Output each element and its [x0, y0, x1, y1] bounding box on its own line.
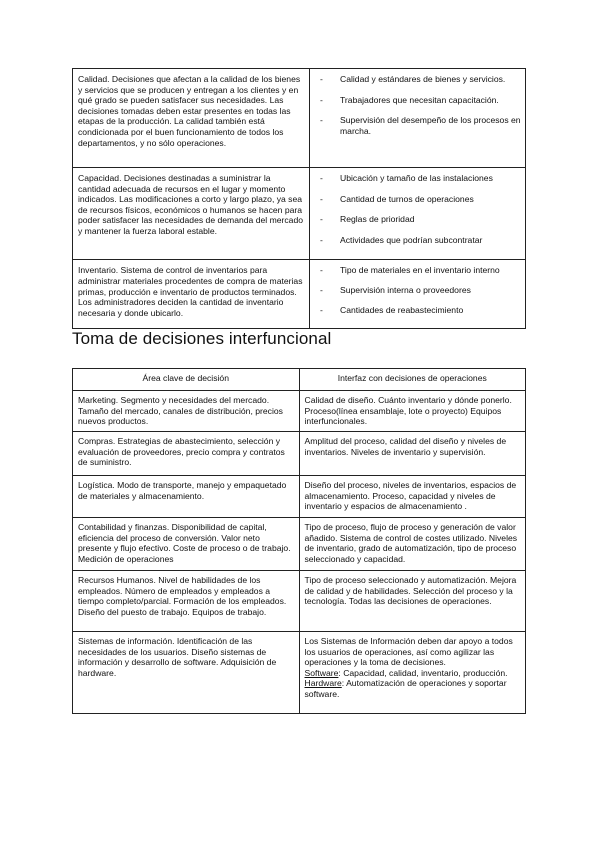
area-cell: Sistemas de información. Identificación de las necesidades de los usuarios. Diseño sistemas de información y desarrollo de software. Adquisición de hardware.: [73, 632, 300, 714]
software-label: Software: [304, 667, 339, 678]
table-row: [73, 260, 526, 329]
interface-cell: Tipo de proceso, flujo de proceso y generación de valor añadido. Sistema de control de costes utilizado. Niveles de inventario, grado de automatización, tipo de proceso seleccionado y capacidad.: [299, 518, 526, 571]
list-item: - Cantidades de reabastecimiento: [318, 305, 521, 316]
area-cell: Contabilidad y finanzas. Disponibilidad de capital, eficiencia del proceso de conversión. Valor neto presente y flujo efectivo. Coste de proceso o de trabajo. Medición de operaciones: [73, 518, 300, 571]
list-item: - Ubicación y tamaño de las instalaciones: [318, 173, 521, 184]
table-header-row: [73, 369, 526, 391]
table-row: [73, 518, 526, 571]
table-row: [73, 571, 526, 632]
interface-cell: Amplitud del proceso, calidad del diseño y niveles de inventarios. Niveles de inventario y supervisión.: [299, 432, 526, 476]
list-item: - Tipo de materiales en el inventario interno: [318, 265, 521, 276]
column-header-interface: Interfaz con decisiones de operaciones: [299, 369, 526, 391]
list-item: - Calidad y estándares de bienes y servicios.: [318, 74, 521, 85]
list-item: - Cantidad de turnos de operaciones: [318, 194, 521, 205]
software-text: : Capacidad, calidad, inventario, producción.: [338, 667, 508, 678]
section-title: Toma de decisiones interfuncional: [72, 329, 332, 348]
area-cell: Marketing. Segmento y necesidades del mercado. Tamaño del mercado, canales de distribución, precios nuevos productos.: [73, 391, 300, 432]
table-row: [73, 168, 526, 260]
list-item: - Trabajadores que necesitan capacitación.: [318, 95, 521, 106]
list-item: - Actividades que podrían subcontratar: [318, 235, 521, 246]
interface-cell: Diseño del proceso, niveles de inventarios, espacios de almacenamiento. Proceso, capacidad y niveles de inventario y espacios de almacenamiento .: [299, 476, 526, 518]
interface-cell: Tipo de proceso seleccionado y automatización. Mejora de calidad y de habilidades. Selección del proceso y la tecnología. Todas las decisiones de operaciones.: [299, 571, 526, 632]
hardware-label: Hardware: [304, 678, 342, 689]
list-item: - Supervisión del desempeño de los procesos en marcha.: [318, 115, 521, 136]
decision-items: [310, 168, 526, 260]
decisions-table: [72, 68, 526, 329]
table-row: [73, 432, 526, 476]
decision-description: Capacidad. Decisiones destinadas a suministrar la cantidad adecuada de recursos en el lugar y momento indicados. Las modificaciones a corto y largo plazo, ya sea de recursos físicos, económicos o humanos se hacen para poder satisfacer las necesidades de demanda del mercado y mantener la fuerza laboral estable.: [73, 168, 310, 260]
area-cell: Compras. Estrategias de abastecimiento, selección y evaluación de proveedores, precio compra y contratos de suministro.: [73, 432, 300, 476]
interfunctional-table: [72, 368, 526, 714]
table-row: [73, 476, 526, 518]
list-item: - Reglas de prioridad: [318, 214, 521, 225]
decision-items: [310, 69, 526, 168]
decision-description: Calidad. Decisiones que afectan a la calidad de los bienes y servicios que se producen y entregan a los clientes y en qué grado se pueden satisfacer sus necesidades. Las decisiones tomadas deben estar presentes en todas las etapas de la producción. La calidad también está condicionada por el buen funcionamiento de todos los departamentos, y no sólo operaciones.: [73, 69, 310, 168]
list-item: - Supervisión interna o proveedores: [318, 285, 521, 296]
hardware-text: : Automatización de operaciones y soportar software.: [304, 678, 507, 699]
interface-text: Los Sistemas de Información deben dar apoyo a todos los usuarios de operaciones, así como agilizar las operaciones y la toma de decisiones.: [304, 636, 513, 668]
decision-items: [310, 260, 526, 329]
table-row: [73, 632, 526, 714]
area-cell: Logística. Modo de transporte, manejo y empaquetado de materiales y almacenamiento.: [73, 476, 300, 518]
column-header-area: Área clave de decisión: [73, 369, 300, 391]
table-row: [73, 391, 526, 432]
interface-cell: [299, 632, 526, 714]
area-cell: Recursos Humanos. Nivel de habilidades de los empleados. Número de empleados y empleados a tiempo completo/parcial. Formación de los empleados. Diseño del puesto de trabajo. Equipos de trabajo.: [73, 571, 300, 632]
interface-cell: Calidad de diseño. Cuánto inventario y dónde ponerlo. Proceso(línea ensamblaje, lote o proyecto) Equipos interfuncionales.: [299, 391, 526, 432]
table-row: [73, 69, 526, 168]
decision-description: Inventario. Sistema de control de inventarios para administrar materiales procedentes de compra de materias primas, producción e inventario de productos terminados. Los administradores deciden la cantidad de inventario necesaria y donde ubicarlo.: [73, 260, 310, 329]
